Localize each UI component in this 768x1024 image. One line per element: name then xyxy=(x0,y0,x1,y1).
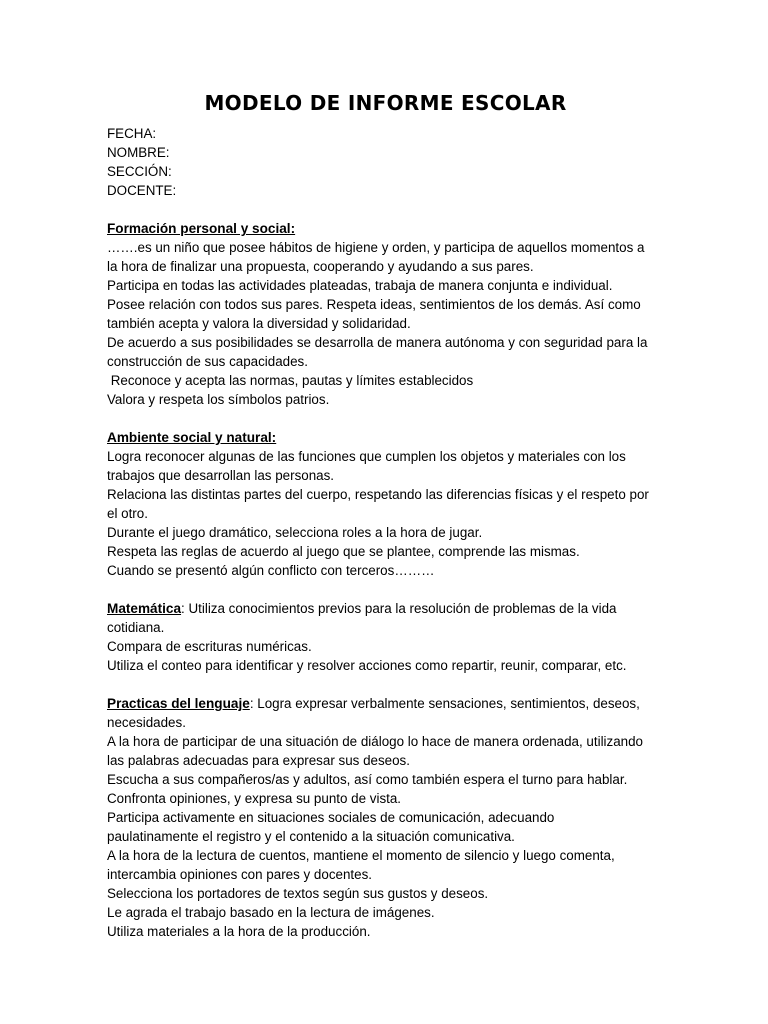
body-line: Cuando se presentó algún conflicto con terceros……… xyxy=(107,563,435,578)
body-line: trabajos que desarrollan las personas. xyxy=(107,468,335,483)
body-line: …….es un niño que posee hábitos de higiene y orden, y participa de aquellos momentos a xyxy=(107,240,645,255)
field-fecha: FECHA: xyxy=(107,126,157,141)
body-line: A la hora de participar de una situación de diálogo lo hace de manera ordenada, utilizando xyxy=(107,734,643,749)
body-line: Durante el juego dramático, selecciona roles a la hora de jugar. xyxy=(107,525,483,540)
section-body-ambiente xyxy=(107,447,664,580)
section-inline-lenguaje: : Logra expresar verbalmente sensaciones, sentimientos, deseos, xyxy=(249,696,640,711)
body-line: las palabras adecuadas para expresar sus deseos. xyxy=(107,753,410,768)
field-seccion: SECCIÓN: xyxy=(107,164,172,179)
spacer xyxy=(107,580,664,599)
spacer xyxy=(107,675,664,694)
body-line: Posee relación con todos sus pares. Respeta ideas, sentimientos de los demás. Así como xyxy=(107,297,641,312)
body-line: Valora y respeta los símbolos patrios. xyxy=(107,392,330,407)
section-heading-lenguaje: Practicas del lenguaje xyxy=(107,696,250,711)
body-line: Participa en todas las actividades plateadas, trabaja de manera conjunta e individual. xyxy=(107,278,613,293)
body-line: Escucha a sus compañeros/as y adultos, así como también espera el turno para hablar. xyxy=(107,772,628,787)
body-line: la hora de finalizar una propuesta, cooperando y ayudando a sus pares. xyxy=(107,259,534,274)
body-line: paulatinamente el registro y el contenido a la situación comunicativa. xyxy=(107,829,515,844)
section-heading-ambiente: Ambiente social y natural: xyxy=(107,430,277,445)
body-line: Selecciona los portadores de textos según sus gustos y deseos. xyxy=(107,886,489,901)
body-line: también acepta y valora la diversidad y solidaridad. xyxy=(107,316,411,331)
section-body-matematica xyxy=(107,618,664,675)
section-lenguaje xyxy=(107,694,664,941)
spacer xyxy=(107,409,664,428)
section-inline-matematica: : Utiliza conocimientos previos para la resolución de problemas de la vida xyxy=(181,601,617,616)
section-heading-formacion: Formación personal y social: xyxy=(107,221,296,236)
body-line: Respeta las reglas de acuerdo al juego que se plantee, comprende las mismas. xyxy=(107,544,580,559)
body-line: Reconoce y acepta las normas, pautas y límites establecidos xyxy=(107,373,474,388)
body-line: Compara de escrituras numéricas. xyxy=(107,639,312,654)
body-line: cotidiana. xyxy=(107,620,165,635)
section-ambiente xyxy=(107,428,664,580)
section-body-lenguaje xyxy=(107,713,664,941)
body-line: A la hora de la lectura de cuentos, mantiene el momento de silencio y luego comenta, xyxy=(107,848,615,863)
spacer xyxy=(107,200,664,219)
header-fields xyxy=(107,124,664,200)
field-nombre: NOMBRE: xyxy=(107,145,170,160)
body-line: necesidades. xyxy=(107,715,186,730)
body-line: Confronta opiniones, y expresa su punto de vista. xyxy=(107,791,402,806)
body-line: Logra reconocer algunas de las funciones que cumplen los objetos y materiales con los xyxy=(107,449,626,464)
body-line: Utiliza el conteo para identificar y resolver acciones como repartir, reunir, comparar, etc. xyxy=(107,658,627,673)
section-formacion xyxy=(107,219,664,409)
section-matematica xyxy=(107,599,664,675)
body-line: construcción de sus capacidades. xyxy=(107,354,308,369)
body-line: el otro. xyxy=(107,506,148,521)
section-body-formacion xyxy=(107,238,664,409)
body-line: Le agrada el trabajo basado en la lectura de imágenes. xyxy=(107,905,435,920)
document-title: MODELO DE INFORME ESCOLAR xyxy=(204,91,567,115)
body-line: Utiliza materiales a la hora de la producción. xyxy=(107,924,371,939)
body-line: Participa activamente en situaciones sociales de comunicación, adecuando xyxy=(107,810,555,825)
field-docente: DOCENTE: xyxy=(107,183,177,198)
body-line: De acuerdo a sus posibilidades se desarrolla de manera autónoma y con seguridad para la xyxy=(107,335,648,350)
body-line: intercambia opiniones con pares y docentes. xyxy=(107,867,372,882)
section-heading-matematica: Matemática xyxy=(107,601,182,616)
body-line: Relaciona las distintas partes del cuerpo, respetando las diferencias físicas y el respeto por xyxy=(107,487,649,502)
